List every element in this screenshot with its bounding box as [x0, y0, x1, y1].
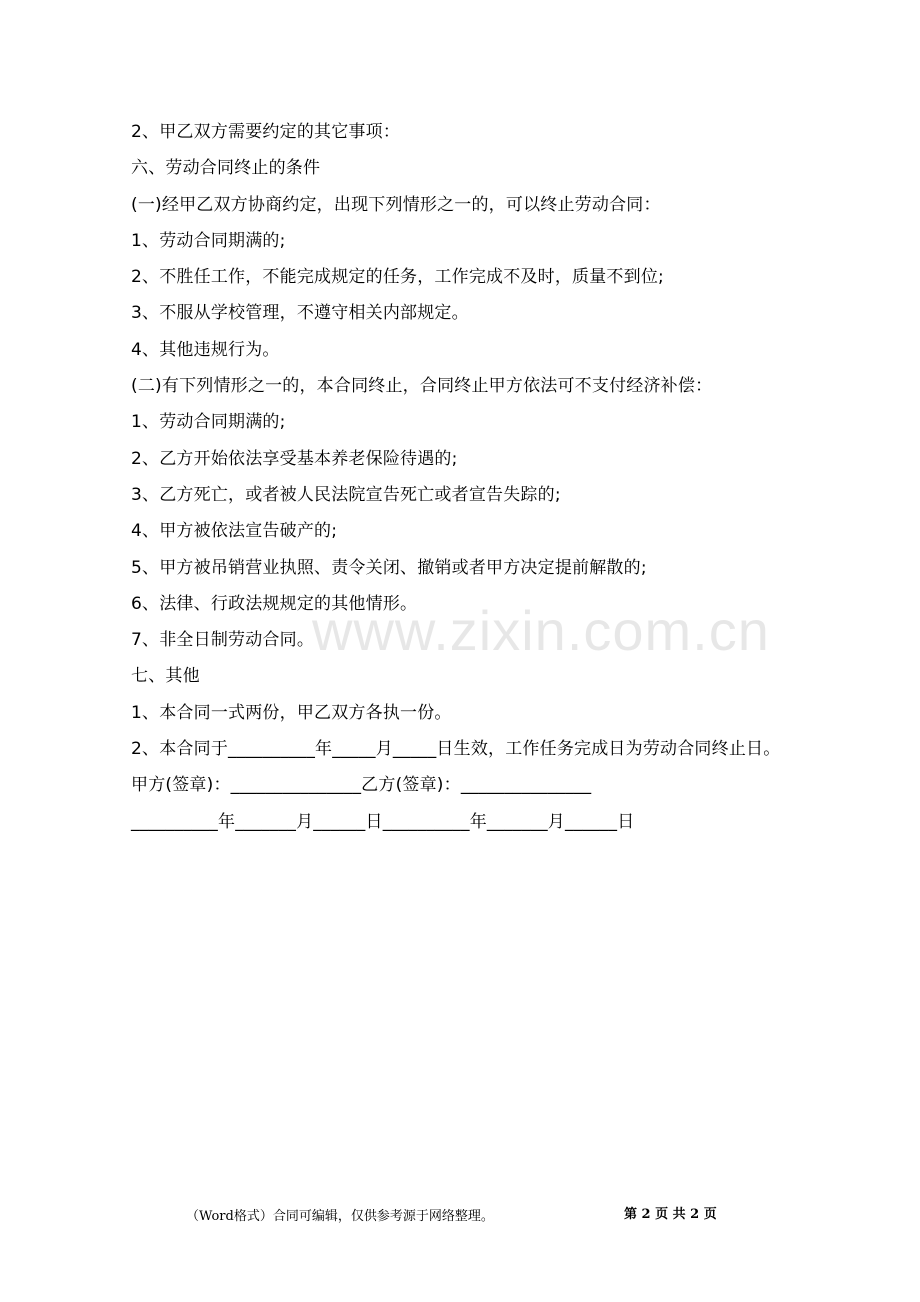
- signature-line: 甲方(签章)：_______________乙方(签章)：_______________: [131, 775, 592, 796]
- clause-line: 2、乙方开始依法享受基本养老保险待遇的;: [131, 448, 458, 469]
- clause-line: 1、劳动合同期满的;: [131, 412, 286, 433]
- watermark: www.zixin.com.cn: [312, 599, 770, 662]
- clause-line: (二)有下列情形之一的，本合同终止，合同终止甲方依法可不支付经济补偿：: [131, 376, 713, 397]
- clause-line: 3、不服从学校管理，不遵守相关内部规定。: [131, 303, 469, 324]
- clause-line: 7、非全日制劳动合同。: [131, 630, 315, 651]
- clause-line: 3、乙方死亡，或者被人民法院宣告死亡或者宣告失踪的;: [131, 484, 561, 505]
- page-number: 第 2 页 共 2 页: [624, 1207, 717, 1222]
- document-body: [131, 114, 831, 840]
- clause-line: (一)经甲乙双方协商约定，出现下列情形之一的，可以终止劳动合同：: [131, 194, 661, 215]
- clause-line: 1、劳动合同期满的;: [131, 230, 286, 251]
- clause-line: 2、甲乙双方需要约定的其它事项：: [131, 122, 401, 142]
- clause-line: 4、其他违规行为。: [131, 339, 280, 360]
- section-heading: 七、其他: [131, 666, 200, 687]
- clause-line: 1、本合同一式两份，甲乙双方各执一份。: [131, 702, 452, 723]
- clause-line: 2、不胜任工作，不能完成规定的任务，工作完成不及时，质量不到位;: [131, 267, 664, 288]
- clause-line: 4、甲方被依法宣告破产的;: [131, 521, 338, 542]
- signature-date-line: __________年_______月______日__________年_______月______日: [131, 811, 635, 832]
- section-heading: 六、劳动合同终止的条件: [131, 158, 321, 179]
- effective-date-line: 2、本合同于__________年_____月_____日生效，工作任务完成日为劳动合同终止日。: [131, 739, 781, 760]
- footer-note: （Word格式）合同可编辑，仅供参考源于网络整理。: [186, 1209, 494, 1224]
- clause-line: 5、甲方被吊销营业执照、责令关闭、撤销或者甲方决定提前解散的;: [131, 557, 647, 578]
- clause-line: 6、法律、行政法规规定的其他情形。: [131, 593, 418, 614]
